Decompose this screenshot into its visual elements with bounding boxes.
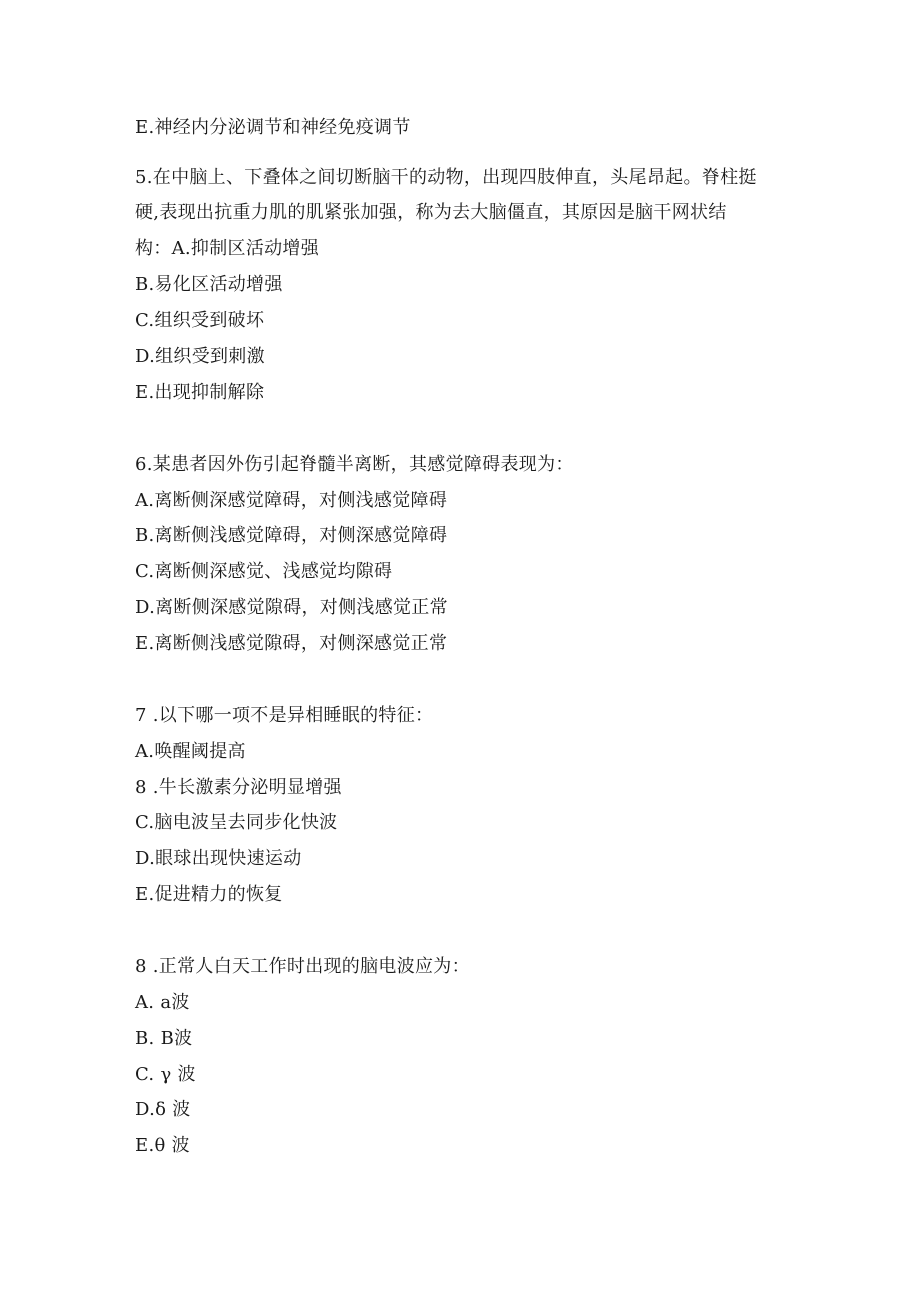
option-q6-a: A.离断侧深感觉障碍，对侧浅感觉障碍: [135, 490, 448, 511]
question-8: 8 .正常人白天工作时出现的脑电波应为：: [135, 956, 470, 977]
option-q8-d: D.δ 波: [135, 1099, 191, 1120]
question-6: 6.某患者因外伤引起脊髓半离断，其感觉障碍表现为：: [135, 454, 574, 475]
option-q7-b: 8 .牛长激素分泌明显增强: [135, 777, 342, 798]
option-q4-e: E.神经内分泌调节和神经免疫调节: [135, 117, 411, 138]
option-q8-b: B. B波: [135, 1028, 193, 1049]
question-5-line-2: 硬,表现出抗重力肌的肌紧张加强，称为去大脑僵直，其原因是脑干网状结: [135, 202, 727, 223]
option-q5-d: D.组织受到刺激: [135, 346, 265, 367]
option-q7-e: E.促进精力的恢复: [135, 884, 283, 905]
option-q5-c: C.组织受到破坏: [135, 310, 265, 331]
option-q5-e: E.出现抑制解除: [135, 382, 265, 403]
question-5-line-3: 构：A.抑制区活动增强: [135, 238, 320, 259]
option-q7-a: A.唤醒阈提高: [135, 741, 246, 762]
option-q8-e: E.θ 波: [135, 1135, 190, 1156]
option-q6-c: C.离断侧深感觉、浅感觉均隙碍: [135, 561, 393, 582]
option-q6-b: B.离断侧浅感觉障碍，对侧深感觉障碍: [135, 525, 448, 546]
question-5-line-1: 5.在中脑上、下叠体之间切断脑干的动物，出现四肢伸直，头尾昂起。脊柱挺: [135, 167, 757, 188]
option-q6-d: D.离断侧深感觉隙碍，对侧浅感觉正常: [135, 597, 448, 618]
option-q8-c: C. γ 波: [135, 1064, 196, 1085]
option-q7-d: D.眼球出现快速运动: [135, 848, 302, 869]
option-q6-e: E.离断侧浅感觉隙碍，对侧深感觉正常: [135, 633, 448, 654]
option-q8-a: A. a波: [135, 992, 190, 1013]
question-7: 7 .以下哪一项不是异相睡眠的特征：: [135, 705, 434, 726]
option-q5-b: B.易化区活动增强: [135, 274, 283, 295]
option-q7-c: C.脑电波呈去同步化快波: [135, 812, 338, 833]
